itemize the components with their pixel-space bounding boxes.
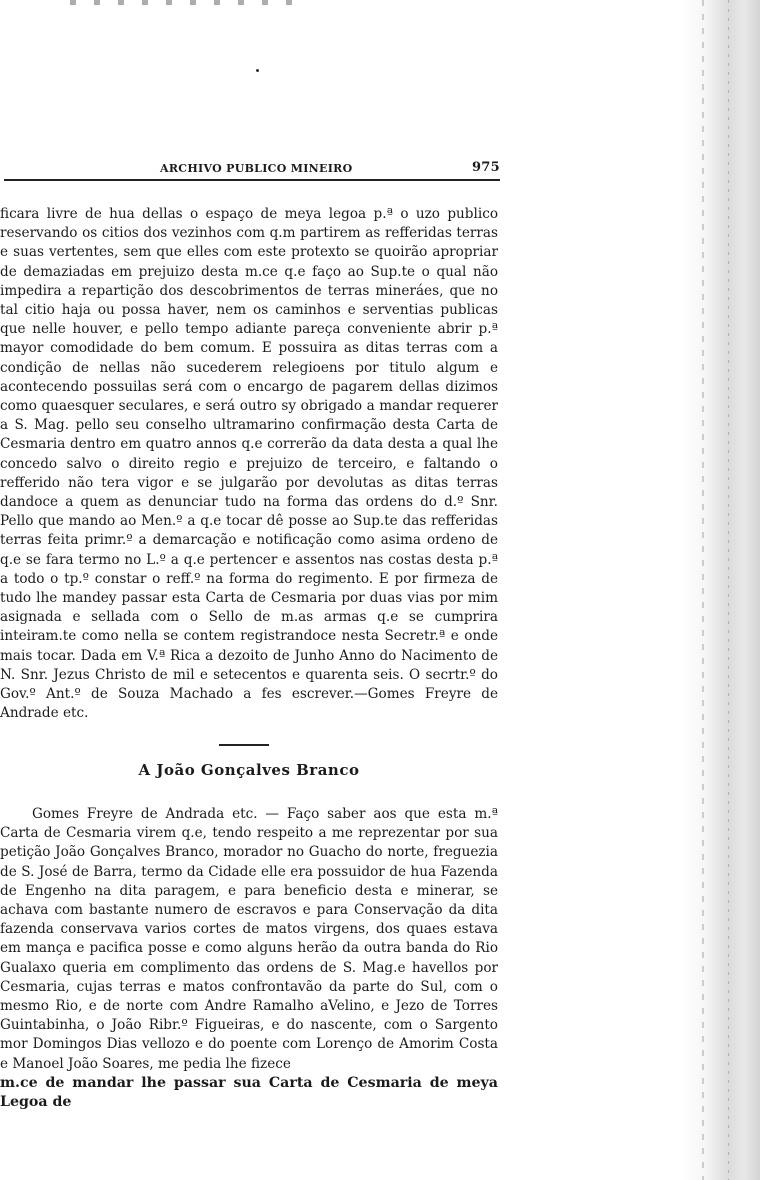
ink-speck bbox=[256, 69, 259, 72]
document-body-part1 bbox=[0, 205, 498, 723]
previous-page-bleed bbox=[70, 0, 310, 5]
section-heading: A João Gonçalves Branco bbox=[138, 761, 360, 779]
header-rule bbox=[4, 179, 500, 181]
page-number: 975 bbox=[471, 160, 500, 175]
paragraph-grant: Gomes Freyre de Andrada etc. — Faço saber aos que esta m.ª Carta de Cesmaria virem q.e, tendo respeito a me reprezentar por sua petição João Gonçalves Branco, morador no Guacho do norte, freguezia de S. José de Barra, termo da Cidade elle era possuidor de hua Fazenda de Engenho na dita paragem, e para beneficio desta e minerar, se achava com bastante numero de escravos e para Conservação da dita fazenda conservava varios cortes de matos virgens, dos quaes estava em mança e pacifica posse e como alguns herão da outra banda do Rio Gualaxo queria em complimento das ordens de S. Mag.e havellos por Cesmaria, cujas terras e matos confrontavão da parte do Sul, com o mesmo Rio, e de norte com Andre Ramalho aVelino, e Jezo de Torres Guintabinha, o João Ribr.º Figueiras, e do nascente, com o Sargento mor Domingos Dias vellozo e do poente com Lorenço de Amorim Costa e Manoel João Soares, me pedia lhe fizece bbox=[0, 806, 498, 1072]
book-spine-shadow bbox=[682, 0, 760, 1180]
running-title: ARCHIVO PUBLICO MINEIRO bbox=[160, 162, 353, 175]
document-body-part2 bbox=[0, 805, 498, 1112]
running-header bbox=[4, 160, 500, 178]
section-separator bbox=[219, 744, 269, 746]
paragraph-continuation: ficara livre de hua dellas o espaço de meya legoa p.ª o uzo publico reservando os citios dos vezinhos com q.m partirem as refferidas terras e suas vertentes, sem que elles com este protexto se quoirão apropriar de demaziadas em prejuizo desta m.ce q.e faço ao Sup.te o qual não impedira a repartição dos descobrimentos de terras mineráes, que no tal citio haja ou possa haver, nem os caminhos e serventias publicas que nelle houver, e pello tempo adiante pareça conveniente abrir p.ª mayor comodidade do bem comum. E possuira as ditas terras com a condição de nellas não sucederem relegioens por titulo algum e acontecendo possuilas será com o encargo de pagarem dellas dizimos como quaesquer seculares, e será outro sy obrigado a mandar requerer a S. Mag. pello seu conselho ultramarino confirmação desta Carta de Cesmaria dentro em quatro annos q.e correrão da data desta a qual lhe concedo salvo o direito regio e prejuizo de terceiro, e faltando o refferido não tera vigor e se julgarão por devolutas as ditas terras dandoce a quem as denunciar tudo na forma das ordens do d.º Snr. Pello que mando ao Men.º a q.e tocar dê posse ao Sup.te das refferidas terras feita primr.º a demarcação e notificação como asima ordeno de q.e se fara termo no L.º a q.e pertencer e assentos nas costas desta p.ª a todo o tp.º constar o reff.º na forma do regimento. E por firmeza de tudo lhe mandey passar esta Carta de Cesmaria por duas vias por mim asignada e sellada com o Sello de m.as armas q.e se cumprira inteiram.te como nella se contem registrandoce nesta Secretr.ª e onde mais tocar. Dada em V.ª Rica a dezoito de Junho Anno do Nacimento de N. Snr. Jezus Christo de mil e setecentos e quarenta seis. O secrtr.º do Gov.º Ant.º de Souza Machado a fes escrever.—Gomes Freyre de Andrade etc. bbox=[0, 206, 498, 722]
paragraph-last-line: m.ce de mandar lhe passar sua Carta de Cesmaria de meya Legoa de bbox=[0, 1074, 498, 1111]
